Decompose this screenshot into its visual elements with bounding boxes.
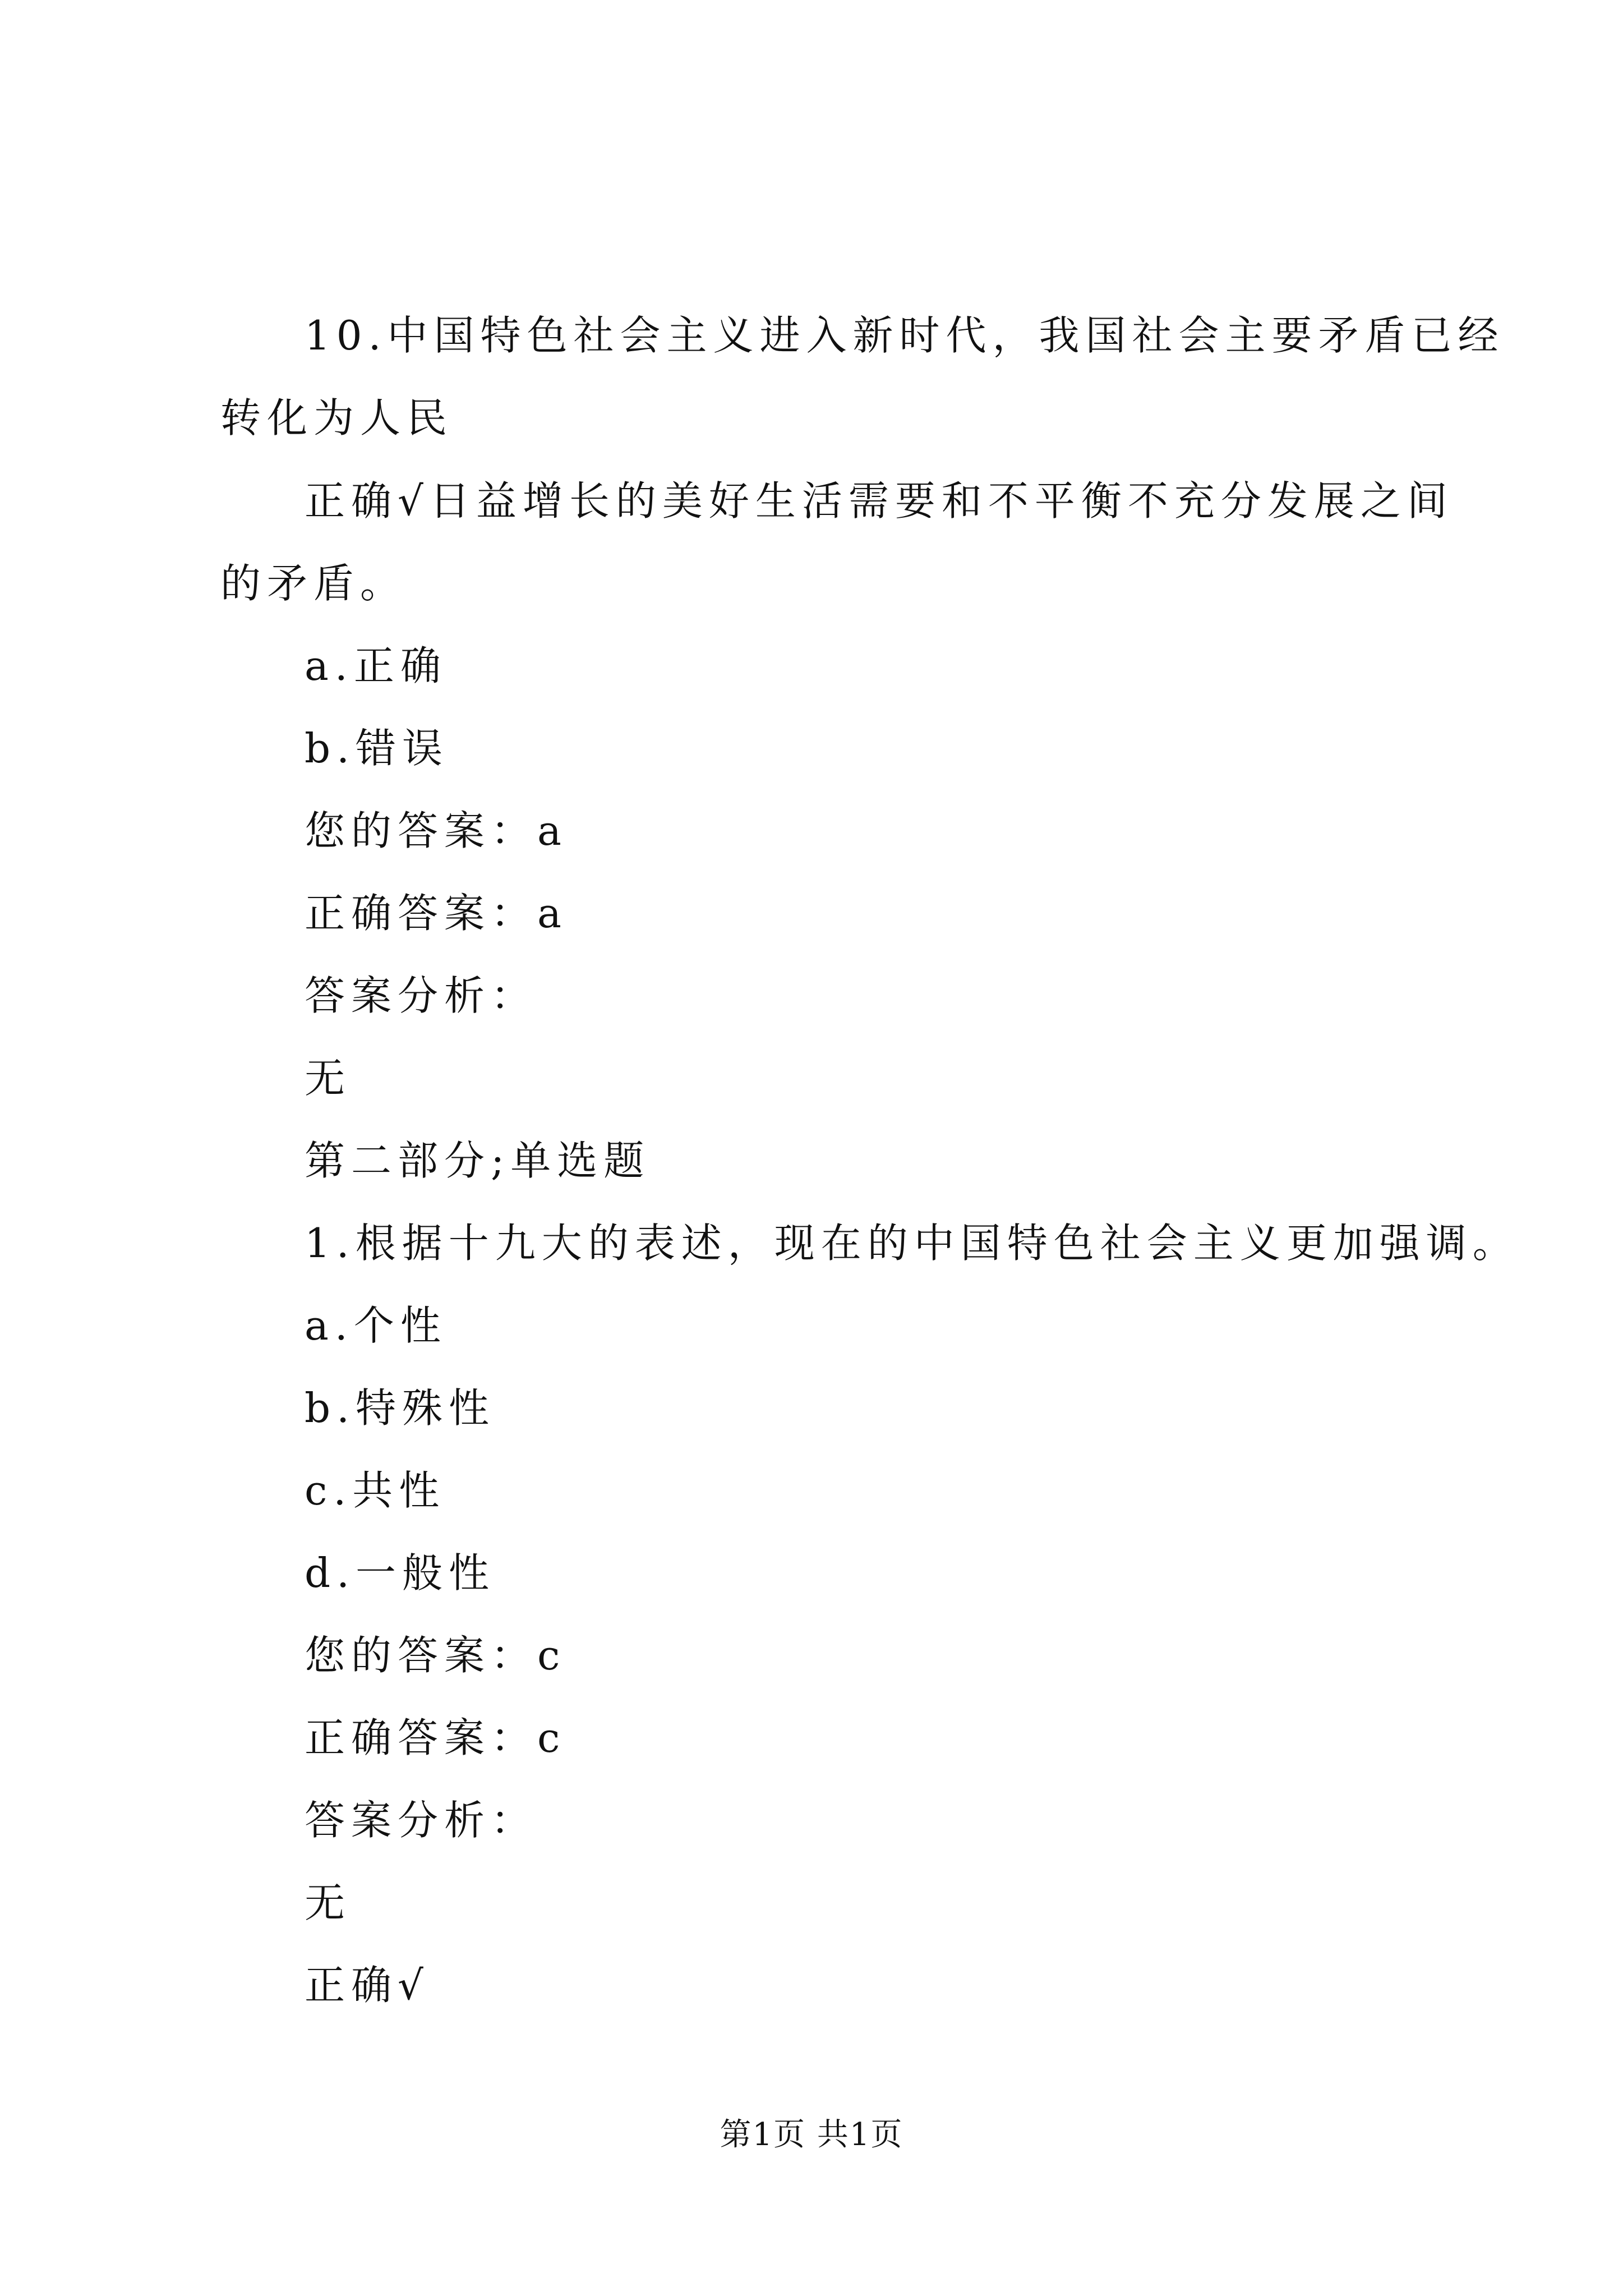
question-1-stem: 1.根据十九大的表述，现在的中国特色社会主义更加强调。 bbox=[305, 1220, 1519, 1267]
section-heading: 第二部分;单选题 bbox=[305, 1137, 651, 1184]
question-1-correct-answer: 正确答案：c bbox=[305, 1714, 566, 1761]
question-10-option-a: a.正确 bbox=[305, 642, 447, 689]
question-10-analysis-text: 无 bbox=[305, 1055, 352, 1102]
question-10-analysis-label: 答案分析： bbox=[305, 972, 538, 1019]
question-10-option-b: b.错误 bbox=[305, 725, 449, 772]
question-10-stem: 10.中国特色社会主义进入新时代，我国社会主要矛盾已经 bbox=[305, 312, 1505, 359]
question-1-your-answer: 您的答案：c bbox=[305, 1632, 566, 1679]
page-footer: 第1页 共1页 bbox=[720, 2116, 903, 2153]
question-10-note: 正确√日益增长的美好生活需要和不平衡不充分发展之间 bbox=[305, 477, 1454, 524]
question-1-analysis-text: 无 bbox=[305, 1879, 352, 1926]
question-10-correct-answer: 正确答案：a bbox=[305, 890, 568, 937]
question-1-option-d: d.一般性 bbox=[305, 1549, 495, 1596]
question-10-note-continued: 的矛盾。 bbox=[220, 560, 407, 607]
question-1-analysis-label: 答案分析： bbox=[305, 1797, 538, 1844]
question-1-option-c: c.共性 bbox=[305, 1467, 446, 1514]
question-10-stem-continued: 转化为人民 bbox=[220, 394, 454, 441]
question-10-your-answer: 您的答案：a bbox=[305, 807, 568, 854]
question-1-result: 正确√ bbox=[305, 1962, 430, 2009]
question-1-option-b: b.特殊性 bbox=[305, 1384, 495, 1432]
question-1-option-a: a.个性 bbox=[305, 1302, 447, 1349]
